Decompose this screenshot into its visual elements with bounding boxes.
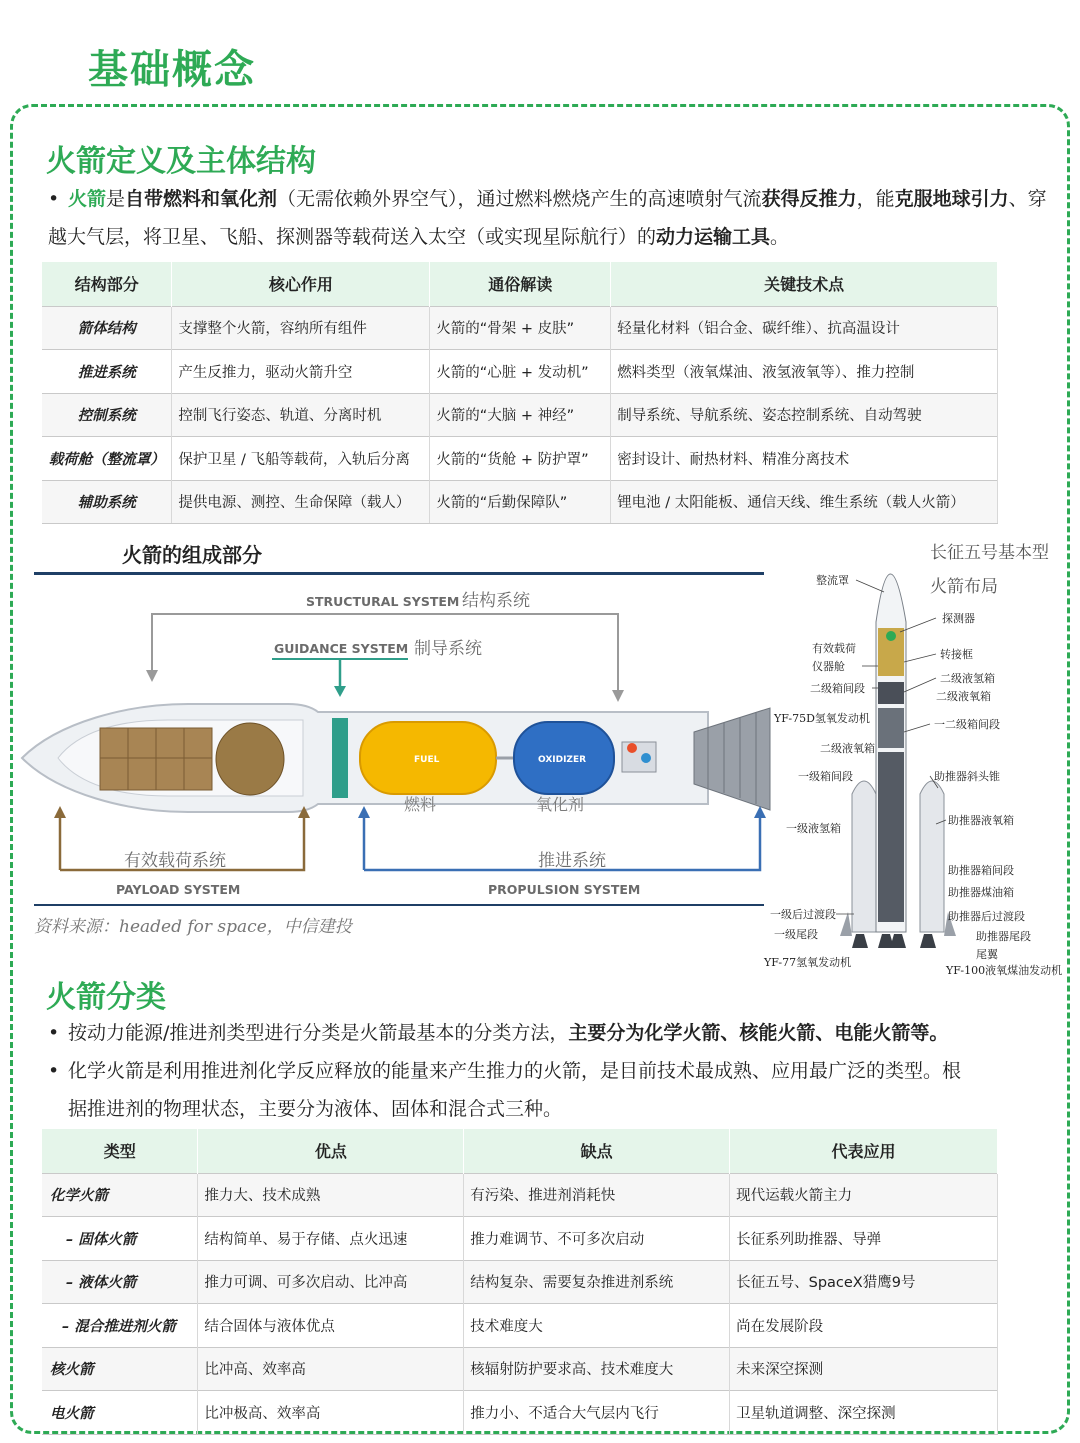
- lm5-label-left: 一级后过渡段: [770, 908, 836, 921]
- oxidizer-label-en: OXIDIZER: [538, 755, 587, 765]
- def-bold-3: 克服地球引力: [894, 188, 1009, 210]
- def-text-4: 、穿越大气层，将卫星、飞船、探测器等载荷送入太空（或实现星际航行）的: [48, 188, 1047, 248]
- engine: [890, 934, 906, 948]
- long-march-5-layout: [760, 532, 1076, 982]
- lm5-label-left: 二级液氧箱: [820, 742, 875, 755]
- lm5-title-line2: 火箭布局: [930, 577, 998, 597]
- lm5-label-right: 转接框: [940, 648, 973, 661]
- table-cell: 锂电池 / 太阳能板、通信天线、维生系统（载人火箭）: [611, 480, 998, 524]
- table-cell: 尚在发展阶段: [730, 1304, 998, 1348]
- table-cell: 制导系统、导航系统、姿态控制系统、自动驾驶: [611, 393, 998, 437]
- table-cell: 燃料类型（液氧煤油、液氢液氧等）、推力控制: [611, 350, 998, 394]
- table-header-cell: 类型: [42, 1129, 198, 1173]
- table-cell: 轻量化材料（铝合金、碳纤维）、抗高温设计: [611, 306, 998, 350]
- table-cell: 保护卫星 / 飞船等载荷，入轨后分离: [172, 437, 430, 481]
- table-cell: 火箭的“货舱 + 防护罩”: [430, 437, 611, 481]
- def-text-1: 是: [106, 188, 126, 210]
- engine-valve-red: [627, 743, 637, 753]
- table-header-row: [42, 1129, 998, 1173]
- lm5-title-line1: 长征五号基本型: [930, 543, 1049, 563]
- class-text-1: 按动力能源/推进剂类型进行分类是火箭最基本的分类方法，: [68, 1022, 569, 1044]
- classification-paragraph-1: • 按动力能源/推进剂类型进行分类是火箭最基本的分类方法，主要分为化学火箭、核能火箭、电能火箭等。: [48, 1022, 949, 1044]
- lm5-label-right: 助推器尾段: [976, 930, 1031, 943]
- lm5-label-right: 助推器箱间段: [948, 864, 1014, 877]
- payload-label-cn: 有效载荷系统: [124, 851, 226, 871]
- guidance-arrow-head: [334, 686, 346, 697]
- first-stage-tank: [878, 752, 904, 922]
- def-text-3: ，能: [856, 188, 895, 210]
- table-header-cell: 缺点: [464, 1129, 730, 1173]
- table-cell: – 混合推进剂火箭: [42, 1304, 198, 1348]
- lm5-label-right: 助推器斜头锥: [934, 770, 1000, 783]
- guidance-label-cn: 制导系统: [414, 639, 482, 659]
- diagram-title: 火箭的组成部分: [122, 543, 262, 567]
- section-title-definition: 火箭定义及主体结构: [46, 144, 316, 179]
- classification-table: [42, 1129, 998, 1435]
- def-text-5: 。: [770, 226, 790, 248]
- engine-pump: [622, 742, 656, 772]
- leader-line: [904, 654, 936, 662]
- table-cell: 比冲极高、效率高: [198, 1391, 464, 1435]
- table-cell: 火箭的“大脑 + 神经”: [430, 393, 611, 437]
- term-rocket: 火箭: [68, 188, 107, 210]
- lm5-label-left: 有效载荷: [812, 642, 856, 655]
- table-cell: – 固体火箭: [42, 1217, 198, 1261]
- table-header-cell: 通俗解读: [430, 262, 611, 306]
- table-cell: 结合固体与液体优点: [198, 1304, 464, 1348]
- lm5-label-right: 助推器煤油箱: [948, 886, 1014, 899]
- diagram-source: 资料来源：headed for space，中信建投: [34, 917, 352, 937]
- lm5-label-right: YF-100液氧煤油发动机: [946, 964, 1063, 977]
- table-row: [42, 480, 998, 524]
- lm5-label-left: 一级液氢箱: [786, 822, 841, 835]
- lm5-label-right: 助推器液氧箱: [948, 814, 1014, 827]
- diagram-top-rule: [34, 572, 764, 575]
- lm5-label-right: 探测器: [942, 612, 975, 625]
- fuel-label-cn: 燃料: [404, 795, 437, 814]
- table-cell: 有污染、推进剂消耗快: [464, 1173, 730, 1217]
- table-cell: 载荷舱（整流罩）: [42, 437, 172, 481]
- payload-label-en: PAYLOAD SYSTEM: [116, 882, 241, 897]
- table-cell: 火箭的“骨架 + 皮肤”: [430, 306, 611, 350]
- structural-arrow-head-left: [146, 670, 158, 682]
- table-cell: 技术难度大: [464, 1304, 730, 1348]
- table-cell: 支撑整个火箭，容纳所有组件: [172, 306, 430, 350]
- table-cell: 未来深空探测: [730, 1347, 998, 1391]
- table-row: [42, 1173, 998, 1217]
- engine-valve-blue: [641, 753, 651, 763]
- table-header-cell: 结构部分: [42, 262, 172, 306]
- table-cell: 密封设计、耐热材料、精准分离技术: [611, 437, 998, 481]
- lm5-label-left: 一级尾段: [774, 928, 818, 941]
- guidance-ring: [332, 718, 348, 798]
- table-cell: 推力可调、可多次启动、比冲高: [198, 1260, 464, 1304]
- leader-line: [856, 580, 884, 592]
- guidance-label-en: GUIDANCE SYSTEM: [274, 641, 409, 656]
- probe-dot: [886, 631, 896, 641]
- engine: [920, 934, 936, 948]
- def-bold-1: 自带燃料和氧化剂: [125, 188, 278, 210]
- table-cell: 控制飞行姿态、轨道、分离时机: [172, 393, 430, 437]
- table-row: [42, 437, 998, 481]
- def-bold-4: 动力运输工具: [656, 226, 771, 248]
- classification-paragraph-2: • 化学火箭是利用推进剂化学反应释放的能量来产生推力的火箭，是目前技术最成熟、应用最广泛的类型。根 据推进剂的物理状态，主要分为液体、固体和混合式三种。: [48, 1060, 962, 1120]
- oxidizer-label-cn: 氧化剂: [536, 795, 585, 814]
- table-row: [42, 1217, 998, 1261]
- structural-label-en: STRUCTURAL SYSTEM: [306, 594, 460, 609]
- payload-arrow-head-left: [54, 806, 66, 818]
- table-header-cell: 关键技术点: [611, 262, 998, 306]
- table-cell: 产生反推力，驱动火箭升空: [172, 350, 430, 394]
- page-title: 基础概念: [88, 47, 256, 93]
- def-text-2: （无需依赖外界空气），通过燃料燃烧产生的高速喷射气流: [277, 188, 762, 210]
- table-cell: 长征系列助推器、导弹: [730, 1217, 998, 1261]
- lm5-label-left: YF-75D氢氧发动机: [774, 712, 870, 725]
- table-cell: 辅助系统: [42, 480, 172, 524]
- fuel-label-en: FUEL: [414, 755, 440, 765]
- guidance-underline: [272, 658, 408, 660]
- table-cell: 火箭的“心脏 + 发动机”: [430, 350, 611, 394]
- class-bold-1: 主要分为化学火箭、核能火箭、电能火箭等。: [568, 1022, 949, 1044]
- table-cell: 电火箭: [42, 1391, 198, 1435]
- table-cell: 比冲高、效率高: [198, 1347, 464, 1391]
- table-row: [42, 350, 998, 394]
- leader-line: [904, 678, 936, 692]
- table-cell: 推力难调节、不可多次启动: [464, 1217, 730, 1261]
- table-cell: 提供电源、测控、生命保障（载人）: [172, 480, 430, 524]
- lm5-label-left: 二级箱间段: [810, 682, 865, 695]
- table-cell: 推力小、不适合大气层内飞行: [464, 1391, 730, 1435]
- table-cell: 化学火箭: [42, 1173, 198, 1217]
- class-text-3: 据推进剂的物理状态，主要分为液体、固体和混合式三种。: [68, 1098, 563, 1120]
- table-cell: 推力大、技术成熟: [198, 1173, 464, 1217]
- upper-stage-section: [878, 682, 904, 704]
- table-row: [42, 306, 998, 350]
- table-row: [42, 393, 998, 437]
- lm5-label-left: 仪器舱: [812, 660, 845, 673]
- table-row: [42, 1304, 998, 1348]
- propulsion-label-cn: 推进系统: [538, 851, 606, 871]
- section-title-classification: 火箭分类: [46, 980, 166, 1015]
- structural-arrow-head-right: [612, 690, 624, 702]
- structure-table: [42, 262, 998, 524]
- lm5-label-right: 尾翼: [976, 948, 998, 961]
- table-header-row: [42, 262, 998, 306]
- table-cell: 卫星轨道调整、深空探测: [730, 1391, 998, 1435]
- fin: [840, 912, 852, 936]
- definition-paragraph: • 火箭是自带燃料和氧化剂（无需依赖外界空气），通过燃料燃烧产生的高速喷射气流获得反推力，能克服地球引力、穿越大气层，将卫星、飞船、探测器等载荷送入太空（或实现星际航行）的动力运输工具。: [48, 188, 1047, 248]
- rocket-components-diagram: [18, 532, 778, 952]
- table-header-cell: 优点: [198, 1129, 464, 1173]
- diagram-bottom-rule: [34, 904, 764, 906]
- lm5-label-left: 整流罩: [816, 574, 849, 587]
- table-cell: 箭体结构: [42, 306, 172, 350]
- table-cell: 结构复杂、需要复杂推进剂系统: [464, 1260, 730, 1304]
- leader-line: [904, 724, 930, 732]
- def-bold-2: 获得反推力: [761, 188, 857, 210]
- structural-label-cn: 结构系统: [462, 591, 530, 611]
- table-cell: 结构简单、易于存储、点火迅速: [198, 1217, 464, 1261]
- table-cell: 现代运载火箭主力: [730, 1173, 998, 1217]
- booster-left: [852, 781, 876, 932]
- table-cell: 控制系统: [42, 393, 172, 437]
- propulsion-arrow-head-left: [358, 806, 370, 818]
- table-cell: 核火箭: [42, 1347, 198, 1391]
- second-stage-tank: [878, 708, 904, 748]
- lm5-label-left: YF-77氢氧发动机: [764, 956, 852, 969]
- table-cell: 推进系统: [42, 350, 172, 394]
- booster-right: [920, 781, 944, 932]
- table-row: [42, 1347, 998, 1391]
- lm5-label-right: 一二级箱间段: [934, 718, 1000, 731]
- class-text-2: 化学火箭是利用推进剂化学反应释放的能量来产生推力的火箭，是目前技术最成熟、应用最广泛的类型。根: [68, 1060, 962, 1082]
- table-cell: 火箭的“后勤保障队”: [430, 480, 611, 524]
- lm5-label-right: 二级液氧箱: [936, 690, 991, 703]
- table-row: [42, 1391, 998, 1435]
- table-row: [42, 1260, 998, 1304]
- lm5-label-right: 二级液氢箱: [940, 672, 995, 685]
- lm5-label-right: 助推器后过渡段: [948, 910, 1025, 923]
- table-cell: 长征五号、SpaceX猎鹰9号: [730, 1260, 998, 1304]
- payload-sphere: [216, 723, 284, 795]
- table-cell: 核辐射防护要求高、技术难度大: [464, 1347, 730, 1391]
- table-cell: – 液体火箭: [42, 1260, 198, 1304]
- propulsion-label-en: PROPULSION SYSTEM: [488, 882, 641, 897]
- table-header-cell: 核心作用: [172, 262, 430, 306]
- engine: [852, 934, 868, 948]
- table-header-cell: 代表应用: [730, 1129, 998, 1173]
- lm5-label-left: 一级箱间段: [798, 770, 853, 783]
